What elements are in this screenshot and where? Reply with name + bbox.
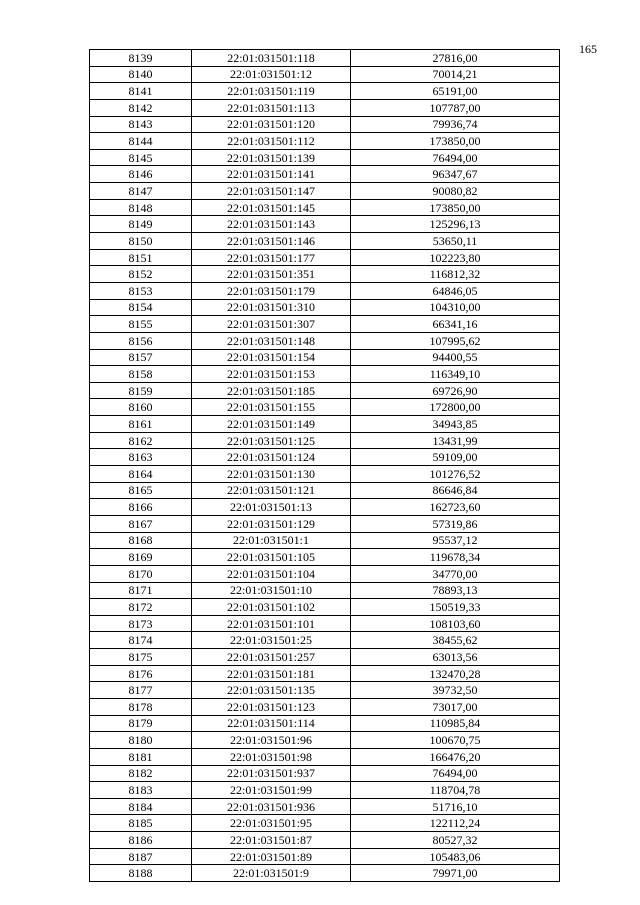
cadastral-value-cell: 76494,00 (351, 765, 560, 782)
row-number-cell: 8146 (90, 166, 192, 183)
cadastral-number-cell: 22:01:031501:25 (192, 632, 351, 649)
page-number: 165 (579, 42, 597, 56)
cadastral-number-cell: 22:01:031501:149 (192, 416, 351, 433)
cadastral-value-cell: 172800,00 (351, 399, 560, 416)
cadastral-value-cell: 34943,85 (351, 416, 560, 433)
cadastral-number-cell: 22:01:031501:307 (192, 316, 351, 333)
table-row (90, 549, 560, 566)
row-number-cell: 8153 (90, 282, 192, 299)
table-row (90, 399, 560, 416)
cadastral-number-cell: 22:01:031501:123 (192, 698, 351, 715)
table-row (90, 732, 560, 749)
row-number-cell: 8178 (90, 698, 192, 715)
row-number-cell: 8143 (90, 116, 192, 133)
table-row (90, 649, 560, 666)
cadastral-value-cell: 162723,60 (351, 499, 560, 516)
table-row (90, 499, 560, 516)
row-number-cell: 8148 (90, 199, 192, 216)
cadastral-value-cell: 70014,21 (351, 66, 560, 83)
row-number-cell: 8151 (90, 249, 192, 266)
row-number-cell: 8165 (90, 482, 192, 499)
table-row (90, 748, 560, 765)
cadastral-value-cell: 76494,00 (351, 149, 560, 166)
cadastral-value-cell: 80527,32 (351, 832, 560, 849)
cadastral-number-cell: 22:01:031501:112 (192, 133, 351, 150)
row-number-cell: 8160 (90, 399, 192, 416)
cadastral-value-cell: 90080,82 (351, 183, 560, 200)
table-row (90, 832, 560, 849)
row-number-cell: 8168 (90, 532, 192, 549)
table-row (90, 116, 560, 133)
cadastral-number-cell: 22:01:031501:141 (192, 166, 351, 183)
cadastral-number-cell: 22:01:031501:139 (192, 149, 351, 166)
row-number-cell: 8164 (90, 466, 192, 483)
row-number-cell: 8139 (90, 50, 192, 67)
table-row (90, 133, 560, 150)
row-number-cell: 8184 (90, 798, 192, 815)
cadastral-number-cell: 22:01:031501:310 (192, 299, 351, 316)
table-row (90, 865, 560, 882)
cadastral-number-cell: 22:01:031501:120 (192, 116, 351, 133)
cadastral-value-cell: 69726,90 (351, 382, 560, 399)
cadastral-value-cell: 102223,80 (351, 249, 560, 266)
table-row (90, 282, 560, 299)
row-number-cell: 8185 (90, 815, 192, 832)
table-row (90, 532, 560, 549)
table-row (90, 382, 560, 399)
cadastral-value-cell: 132470,28 (351, 665, 560, 682)
row-number-cell: 8179 (90, 715, 192, 732)
cadastral-number-cell: 22:01:031501:937 (192, 765, 351, 782)
table-row (90, 332, 560, 349)
cadastral-number-cell: 22:01:031501:114 (192, 715, 351, 732)
row-number-cell: 8188 (90, 865, 192, 882)
cadastral-value-cell: 96347,67 (351, 166, 560, 183)
cadastral-value-cell: 65191,00 (351, 83, 560, 100)
row-number-cell: 8149 (90, 216, 192, 233)
row-number-cell: 8174 (90, 632, 192, 649)
table-row (90, 266, 560, 283)
cadastral-value-cell: 100670,75 (351, 732, 560, 749)
cadastral-number-cell: 22:01:031501:148 (192, 332, 351, 349)
cadastral-number-cell: 22:01:031501:147 (192, 183, 351, 200)
table-row (90, 432, 560, 449)
cadastral-number-cell: 22:01:031501:119 (192, 83, 351, 100)
cadastral-value-cell: 166476,20 (351, 748, 560, 765)
cadastral-number-cell: 22:01:031501:177 (192, 249, 351, 266)
cadastral-value-cell: 51716,10 (351, 798, 560, 815)
table-row (90, 216, 560, 233)
cadastral-number-cell: 22:01:031501:113 (192, 99, 351, 116)
cadastral-value-cell: 59109,00 (351, 449, 560, 466)
cadastral-value-cell: 38455,62 (351, 632, 560, 649)
cadastral-number-cell: 22:01:031501:96 (192, 732, 351, 749)
row-number-cell: 8144 (90, 133, 192, 150)
table-row (90, 715, 560, 732)
cadastral-number-cell: 22:01:031501:118 (192, 50, 351, 67)
cadastral-number-cell: 22:01:031501:257 (192, 649, 351, 666)
cadastral-number-cell: 22:01:031501:129 (192, 515, 351, 532)
cadastral-number-cell: 22:01:031501:98 (192, 748, 351, 765)
cadastral-value-table (89, 49, 560, 882)
cadastral-value-cell: 13431,99 (351, 432, 560, 449)
cadastral-value-cell: 86646,84 (351, 482, 560, 499)
table-row (90, 848, 560, 865)
table-row (90, 665, 560, 682)
table-row (90, 449, 560, 466)
row-number-cell: 8147 (90, 183, 192, 200)
cadastral-value-cell: 173850,00 (351, 199, 560, 216)
cadastral-value-cell: 34770,00 (351, 565, 560, 582)
table-body (90, 50, 560, 882)
cadastral-number-cell: 22:01:031501:101 (192, 615, 351, 632)
table-row (90, 66, 560, 83)
table-row (90, 233, 560, 250)
cadastral-value-cell: 107787,00 (351, 99, 560, 116)
cadastral-number-cell: 22:01:031501:143 (192, 216, 351, 233)
cadastral-number-cell: 22:01:031501:351 (192, 266, 351, 283)
cadastral-number-cell: 22:01:031501:154 (192, 349, 351, 366)
cadastral-number-cell: 22:01:031501:102 (192, 599, 351, 616)
cadastral-number-cell: 22:01:031501:135 (192, 682, 351, 699)
cadastral-number-cell: 22:01:031501:145 (192, 199, 351, 216)
table-row (90, 582, 560, 599)
cadastral-value-cell: 119678,34 (351, 549, 560, 566)
cadastral-value-cell: 122112,24 (351, 815, 560, 832)
row-number-cell: 8156 (90, 332, 192, 349)
table-row (90, 798, 560, 815)
table-row (90, 466, 560, 483)
row-number-cell: 8175 (90, 649, 192, 666)
table-row (90, 565, 560, 582)
cadastral-number-cell: 22:01:031501:105 (192, 549, 351, 566)
row-number-cell: 8176 (90, 665, 192, 682)
cadastral-value-cell: 116349,10 (351, 366, 560, 383)
cadastral-value-cell: 79936,74 (351, 116, 560, 133)
row-number-cell: 8177 (90, 682, 192, 699)
cadastral-number-cell: 22:01:031501:181 (192, 665, 351, 682)
row-number-cell: 8159 (90, 382, 192, 399)
row-number-cell: 8167 (90, 515, 192, 532)
row-number-cell: 8172 (90, 599, 192, 616)
cadastral-value-cell: 173850,00 (351, 133, 560, 150)
cadastral-value-cell: 118704,78 (351, 782, 560, 799)
table-row (90, 698, 560, 715)
row-number-cell: 8152 (90, 266, 192, 283)
row-number-cell: 8142 (90, 99, 192, 116)
cadastral-number-cell: 22:01:031501:1 (192, 532, 351, 549)
row-number-cell: 8180 (90, 732, 192, 749)
cadastral-number-cell: 22:01:031501:146 (192, 233, 351, 250)
table-row (90, 183, 560, 200)
row-number-cell: 8155 (90, 316, 192, 333)
cadastral-number-cell: 22:01:031501:121 (192, 482, 351, 499)
table-row (90, 349, 560, 366)
table-row (90, 599, 560, 616)
table-row (90, 682, 560, 699)
row-number-cell: 8182 (90, 765, 192, 782)
row-number-cell: 8145 (90, 149, 192, 166)
cadastral-value-cell: 94400,55 (351, 349, 560, 366)
cadastral-value-cell: 105483,06 (351, 848, 560, 865)
cadastral-number-cell: 22:01:031501:155 (192, 399, 351, 416)
table-row (90, 50, 560, 67)
row-number-cell: 8181 (90, 748, 192, 765)
cadastral-value-cell: 39732,50 (351, 682, 560, 699)
cadastral-value-cell: 108103,60 (351, 615, 560, 632)
table-row (90, 249, 560, 266)
cadastral-value-cell: 110985,84 (351, 715, 560, 732)
table-row (90, 149, 560, 166)
table-row (90, 166, 560, 183)
cadastral-value-cell: 64846,05 (351, 282, 560, 299)
row-number-cell: 8169 (90, 549, 192, 566)
cadastral-value-cell: 27816,00 (351, 50, 560, 67)
cadastral-value-cell: 78893,13 (351, 582, 560, 599)
cadastral-number-cell: 22:01:031501:179 (192, 282, 351, 299)
row-number-cell: 8161 (90, 416, 192, 433)
table-row (90, 416, 560, 433)
row-number-cell: 8187 (90, 848, 192, 865)
cadastral-value-cell: 63013,56 (351, 649, 560, 666)
table-row (90, 815, 560, 832)
cadastral-value-cell: 53650,11 (351, 233, 560, 250)
table-row (90, 615, 560, 632)
row-number-cell: 8158 (90, 366, 192, 383)
table-row (90, 316, 560, 333)
cadastral-value-cell: 57319,86 (351, 515, 560, 532)
table-row (90, 299, 560, 316)
table-row (90, 482, 560, 499)
cadastral-number-cell: 22:01:031501:125 (192, 432, 351, 449)
row-number-cell: 8163 (90, 449, 192, 466)
row-number-cell: 8166 (90, 499, 192, 516)
table-row (90, 366, 560, 383)
row-number-cell: 8183 (90, 782, 192, 799)
cadastral-value-cell: 73017,00 (351, 698, 560, 715)
cadastral-number-cell: 22:01:031501:130 (192, 466, 351, 483)
row-number-cell: 8186 (90, 832, 192, 849)
row-number-cell: 8173 (90, 615, 192, 632)
row-number-cell: 8157 (90, 349, 192, 366)
row-number-cell: 8140 (90, 66, 192, 83)
cadastral-number-cell: 22:01:031501:9 (192, 865, 351, 882)
cadastral-number-cell: 22:01:031501:124 (192, 449, 351, 466)
table-row (90, 83, 560, 100)
cadastral-number-cell: 22:01:031501:12 (192, 66, 351, 83)
cadastral-value-cell: 107995,62 (351, 332, 560, 349)
cadastral-value-cell: 104310,00 (351, 299, 560, 316)
cadastral-number-cell: 22:01:031501:89 (192, 848, 351, 865)
row-number-cell: 8171 (90, 582, 192, 599)
cadastral-value-cell: 116812,32 (351, 266, 560, 283)
cadastral-number-cell: 22:01:031501:153 (192, 366, 351, 383)
cadastral-value-cell: 125296,13 (351, 216, 560, 233)
cadastral-number-cell: 22:01:031501:99 (192, 782, 351, 799)
table-row (90, 765, 560, 782)
row-number-cell: 8150 (90, 233, 192, 250)
cadastral-value-cell: 95537,12 (351, 532, 560, 549)
table-row (90, 199, 560, 216)
cadastral-number-cell: 22:01:031501:13 (192, 499, 351, 516)
cadastral-number-cell: 22:01:031501:936 (192, 798, 351, 815)
row-number-cell: 8141 (90, 83, 192, 100)
table-row (90, 99, 560, 116)
cadastral-number-cell: 22:01:031501:87 (192, 832, 351, 849)
cadastral-number-cell: 22:01:031501:104 (192, 565, 351, 582)
cadastral-number-cell: 22:01:031501:185 (192, 382, 351, 399)
cadastral-number-cell: 22:01:031501:10 (192, 582, 351, 599)
table-row (90, 632, 560, 649)
cadastral-value-cell: 150519,33 (351, 599, 560, 616)
table-row (90, 782, 560, 799)
cadastral-value-cell: 66341,16 (351, 316, 560, 333)
table-row (90, 515, 560, 532)
row-number-cell: 8154 (90, 299, 192, 316)
cadastral-value-cell: 79971,00 (351, 865, 560, 882)
row-number-cell: 8162 (90, 432, 192, 449)
cadastral-value-cell: 101276,52 (351, 466, 560, 483)
cadastral-number-cell: 22:01:031501:95 (192, 815, 351, 832)
row-number-cell: 8170 (90, 565, 192, 582)
